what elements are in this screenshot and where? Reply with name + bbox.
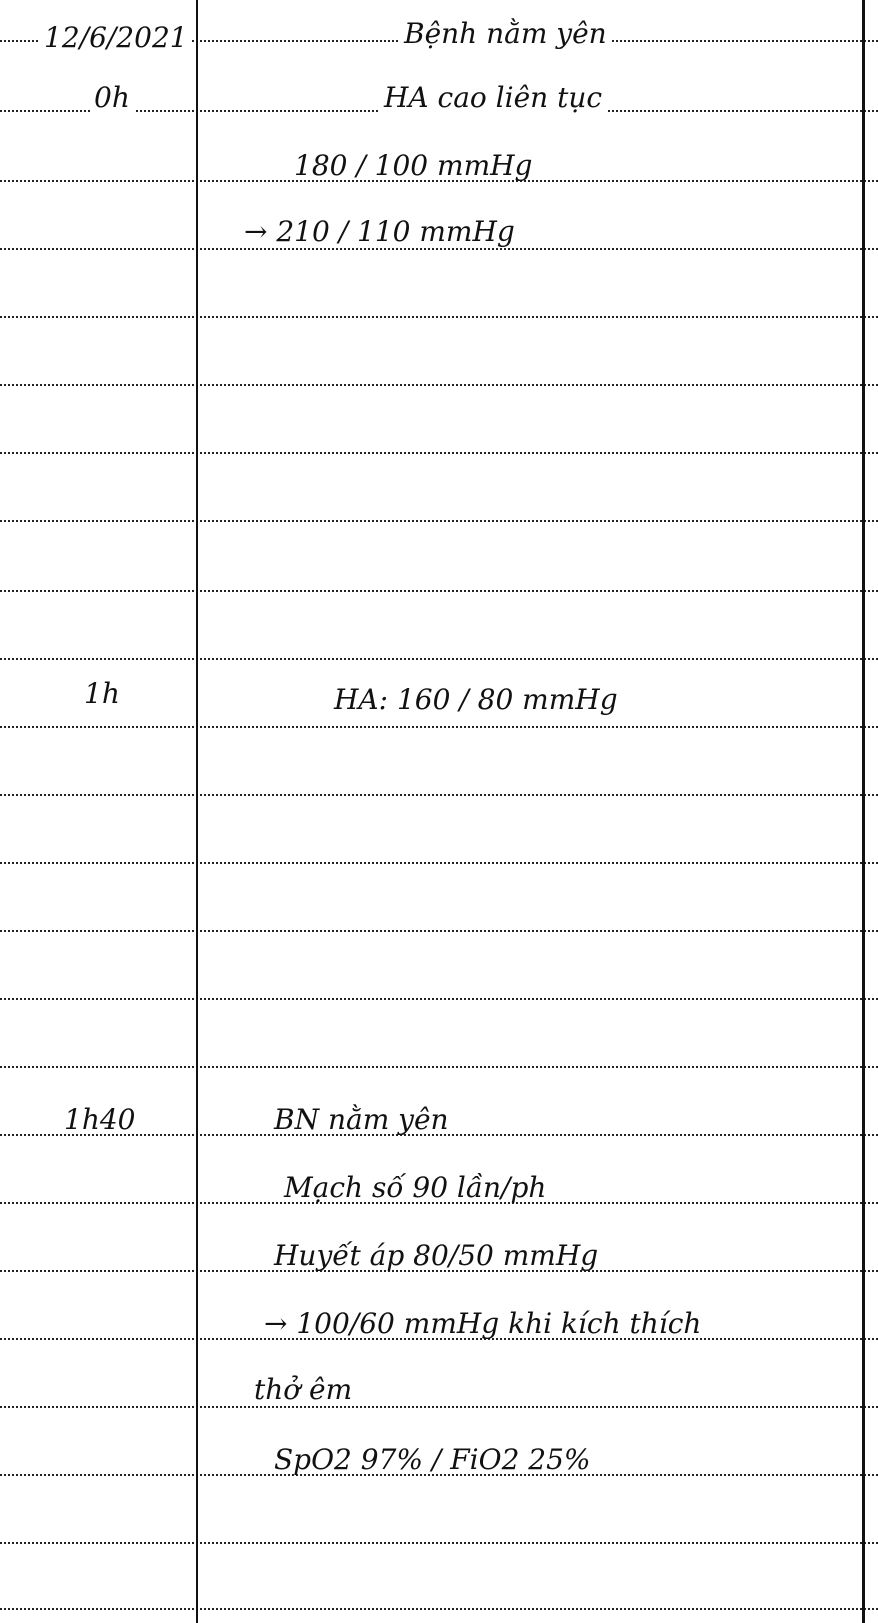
entry-1-time: 0h xyxy=(90,84,134,112)
ruled-line xyxy=(0,1406,878,1408)
entry-1-line-1: Bệnh nằm yên xyxy=(400,20,611,48)
entry-3-line-4: → 100/60 mmHg khi kích thích xyxy=(260,1310,705,1338)
entry-3-time: 1h40 xyxy=(60,1106,139,1134)
ruled-line xyxy=(0,1066,878,1068)
ruled-line xyxy=(0,658,878,660)
ruled-line xyxy=(0,1608,878,1610)
entry-1-date: 12/6/2021 xyxy=(40,24,192,52)
entry-1-line-4: → 210 / 110 mmHg xyxy=(240,218,519,246)
entry-3-line-3: Huyết áp 80/50 mmHg xyxy=(270,1242,602,1270)
entry-3-line-5: thở êm xyxy=(250,1376,356,1404)
entry-1-line-2: HA cao liên tục xyxy=(380,84,606,112)
entry-3-line-1: BN nằm yên xyxy=(270,1106,453,1134)
ruled-line xyxy=(0,316,878,318)
time-column-divider xyxy=(196,0,198,1623)
ruled-line xyxy=(0,384,878,386)
entry-3-line-2: Mạch số 90 lần/ph xyxy=(280,1174,550,1202)
ruled-line xyxy=(0,590,878,592)
ruled-line xyxy=(0,862,878,864)
ruled-line xyxy=(0,930,878,932)
ruled-line xyxy=(0,1542,878,1544)
entry-1-line-3: 180 / 100 mmHg xyxy=(290,152,536,180)
ruled-line xyxy=(0,794,878,796)
page-right-border xyxy=(862,0,865,1623)
ruled-line xyxy=(0,452,878,454)
ruled-line xyxy=(0,248,878,250)
entry-3-line-6: SpO2 97% / FiO2 25% xyxy=(270,1446,595,1474)
ruled-line xyxy=(0,520,878,522)
entry-2-line-1: HA: 160 / 80 mmHg xyxy=(330,686,622,714)
ruled-line xyxy=(0,726,878,728)
entry-2-time: 1h xyxy=(80,680,124,708)
ruled-line xyxy=(0,998,878,1000)
